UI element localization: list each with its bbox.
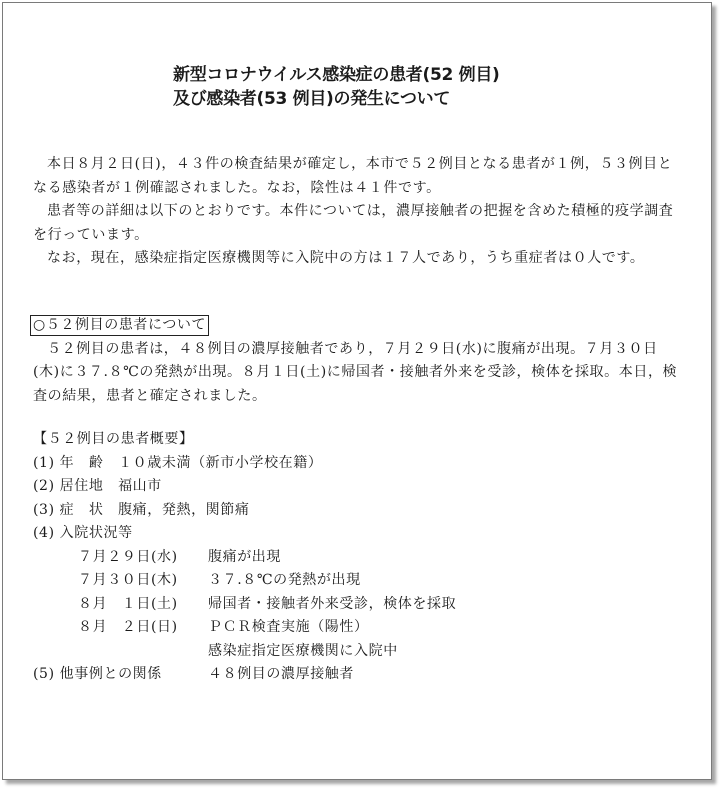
schedule-date: ８月 ２日(日) (78, 619, 178, 635)
relation-value: ４８例目の濃厚接触者 (208, 666, 354, 682)
outline-item-relation (33, 663, 683, 687)
schedule-date: ８月 １日(土) (78, 595, 178, 612)
outline-item-hospitalization: (4) 入院状況等 (33, 525, 133, 541)
schedule-date: ７月３０日(木) (78, 572, 178, 588)
section-body: ５２例目の患者は，４８例目の濃厚接触者であり，７月２９日(水)に腹痛が出現。７月３０日(木)に３７.８℃の発熱が出現。８月１日(土)に帰国者・接触者外来を受診，検体を採取。本日，検査の結果，患者と確定されました。 (33, 340, 678, 404)
schedule-continuation: 感染症指定医療機関に入院中 (208, 642, 398, 659)
relation-label: (5) 他事例との関係 (33, 666, 162, 682)
schedule-event: 腹痛が出現 (208, 548, 281, 565)
intro-paragraph-3: なお，現在，感染症指定医療機関等に入院中の方は１７人であり，うち重症者は０人です。 (47, 250, 645, 266)
title-line-1: 新型コロナウイルス感染症の患者(52 例目) (173, 65, 500, 85)
intro-section (33, 153, 683, 271)
schedule-row (33, 616, 683, 640)
outline-heading: 【５２例目の患者概要】 (33, 431, 194, 447)
case-section (33, 314, 683, 408)
schedule-row (33, 546, 683, 570)
document-title (173, 63, 500, 111)
intro-paragraph-2: 患者等の詳細は以下のとおりです。本件については，濃厚接触者の把握を含めた積極的疫学調査を行っています。 (33, 203, 674, 243)
outline-item-residence: (2) 居住地 福山市 (33, 478, 162, 494)
schedule-event: ３７.８℃の発熱が出現 (208, 572, 361, 588)
case-outline (33, 428, 683, 687)
outline-item-age: (1) 年 齢 １０歳未満（新市小学校在籍） (33, 454, 323, 471)
intro-paragraph-1: 本日８月２日(日)，４３件の検査結果が確定し，本市で５２例目となる患者が１例，５３例目となる感染者が１例確認されました。なお，陰性は４１件です。 (33, 156, 673, 196)
schedule-row (33, 593, 683, 617)
document-page (2, 2, 712, 780)
schedule-date: ７月２９日(水) (78, 548, 178, 565)
section-heading: ○５２例目の患者について (30, 315, 209, 336)
outline-item-symptoms: (3) 症 状 腹痛，発熱，関節痛 (33, 501, 250, 518)
schedule-event: 帰国者・接触者外来受診，検体を採取 (208, 595, 457, 612)
schedule-row (33, 569, 683, 593)
schedule-event: ＰＣＲ検査実施（陽性） (208, 619, 369, 635)
title-line-2: 及び感染者(53 例目)の発生について (173, 89, 451, 109)
